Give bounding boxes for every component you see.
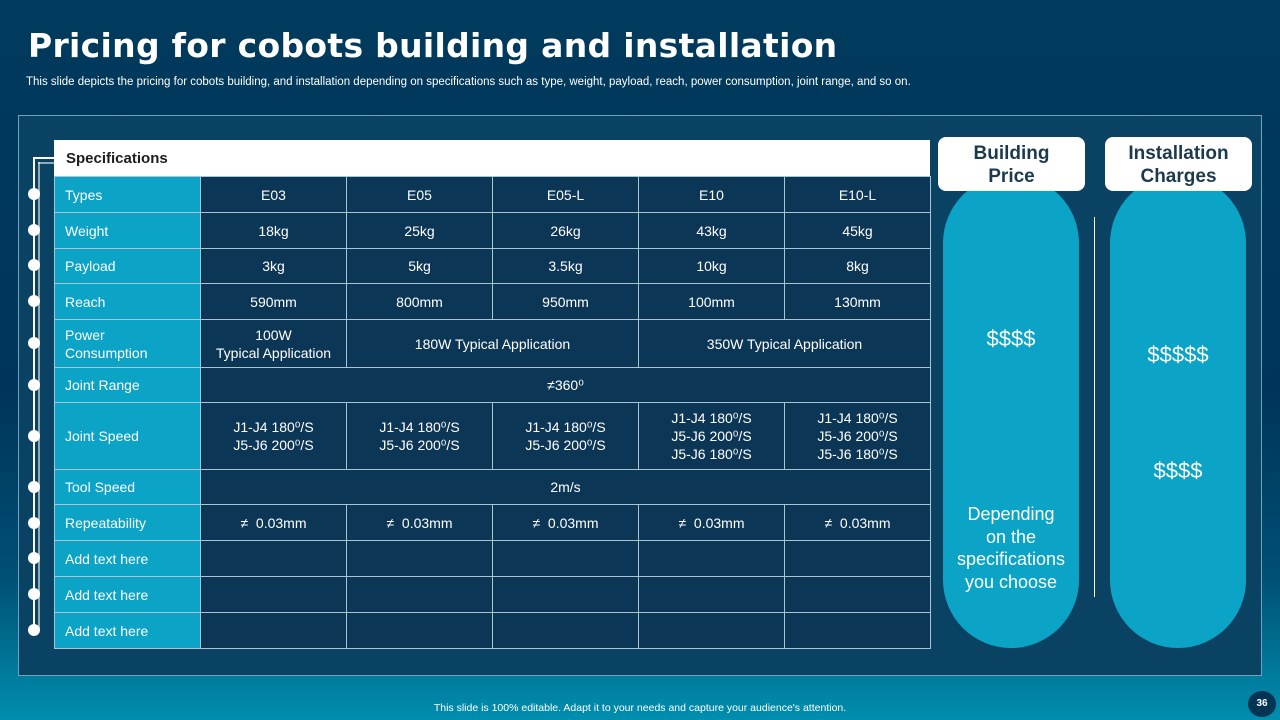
installation-charges-heading: Installation Charges: [1105, 137, 1252, 191]
table-row: [55, 249, 931, 284]
table-cell: 43kg: [639, 213, 785, 249]
table-cell: 10kg: [639, 249, 785, 284]
table-row: [55, 368, 931, 403]
table-cell: 25kg: [347, 213, 493, 249]
row-bullet: [28, 259, 40, 271]
table-cell: 800mm: [347, 284, 493, 320]
table-cell: 100mm: [639, 284, 785, 320]
specifications-table: [54, 176, 931, 649]
table-cell: [493, 541, 639, 577]
page-subtitle: This slide depicts the pricing for cobots building, and installation depending on specifications such as type, weight, payload, reach, power consumption, joint range, and so on.: [26, 76, 911, 88]
table-cell: 3kg: [201, 249, 347, 284]
table-cell: 45kg: [785, 213, 931, 249]
connector-line-inner: [38, 162, 55, 164]
row-bullet: [28, 552, 40, 564]
row-label: Add text here: [55, 613, 201, 649]
table-cell: 950mm: [493, 284, 639, 320]
table-row: [55, 505, 931, 541]
table-cell: ≠ 0.03mm: [493, 505, 639, 541]
table-cell: [493, 613, 639, 649]
table-cell: E10-L: [785, 177, 931, 213]
table-cell: 180W Typical Application: [347, 320, 639, 368]
row-bullet: [28, 379, 40, 391]
row-label: Payload: [55, 249, 201, 284]
table-cell: ≠ 0.03mm: [785, 505, 931, 541]
table-cell: J1-J4 180⁰/S J5-J6 200⁰/S J5-J6 180⁰/S: [785, 403, 931, 470]
table-cell: J1-J4 180⁰/S J5-J6 200⁰/S: [347, 403, 493, 470]
row-bullet: [28, 188, 40, 200]
table-cell: ≠ 0.03mm: [347, 505, 493, 541]
table-cell: 590mm: [201, 284, 347, 320]
row-bullet: [28, 430, 40, 442]
building-price-heading: Building Price: [938, 137, 1085, 191]
installation-price-low: $$$$: [1153, 458, 1203, 483]
row-label: Tool Speed: [55, 470, 201, 505]
building-price-value: $$$$: [986, 326, 1036, 351]
table-row: [55, 470, 931, 505]
row-label: Joint Range: [55, 368, 201, 403]
table-row: [55, 613, 931, 649]
table-cell: J1-J4 180⁰/S J5-J6 200⁰/S: [493, 403, 639, 470]
table-row: [55, 577, 931, 613]
table-cell: [493, 577, 639, 613]
row-label: Weight: [55, 213, 201, 249]
row-bullet: [28, 481, 40, 493]
table-cell: E10: [639, 177, 785, 213]
table-cell: ≠ 0.03mm: [201, 505, 347, 541]
table-cell: [785, 541, 931, 577]
table-cell: [201, 577, 347, 613]
table-cell: 100W Typical Application: [201, 320, 347, 368]
table-cell: E03: [201, 177, 347, 213]
table-row: [55, 213, 931, 249]
table-cell: [639, 577, 785, 613]
table-cell: E05-L: [493, 177, 639, 213]
table-row: [55, 177, 931, 213]
table-cell: 26kg: [493, 213, 639, 249]
table-cell: ≠360⁰: [201, 368, 931, 403]
row-bullet: [28, 224, 40, 236]
separator-line: [1094, 217, 1095, 597]
installation-price-high: $$$$$: [1147, 342, 1209, 367]
table-cell: [639, 541, 785, 577]
table-cell: [785, 577, 931, 613]
table-cell: 350W Typical Application: [639, 320, 931, 368]
row-label: Add text here: [55, 541, 201, 577]
table-row: [55, 541, 931, 577]
table-row: [55, 320, 931, 368]
table-cell: [785, 613, 931, 649]
table-cell: [347, 541, 493, 577]
table-cell: 2m/s: [201, 470, 931, 505]
connector-line: [33, 157, 55, 159]
page-number: 36: [1248, 691, 1276, 717]
table-cell: ≠ 0.03mm: [639, 505, 785, 541]
table-cell: 3.5kg: [493, 249, 639, 284]
table-cell: 18kg: [201, 213, 347, 249]
row-bullet: [28, 337, 40, 349]
table-row: [55, 403, 931, 470]
table-cell: 8kg: [785, 249, 931, 284]
row-bullet: [28, 588, 40, 600]
table-cell: [347, 613, 493, 649]
table-cell: E05: [347, 177, 493, 213]
row-label: Types: [55, 177, 201, 213]
table-cell: [201, 541, 347, 577]
row-bullet: [28, 295, 40, 307]
row-bullet: [28, 624, 40, 636]
installation-charges-pill: [1110, 175, 1246, 648]
table-cell: [201, 613, 347, 649]
table-cell: 5kg: [347, 249, 493, 284]
row-label: Joint Speed: [55, 403, 201, 470]
footer-note: This slide is 100% editable. Adapt it to your needs and capture your audience's attention.: [433, 702, 847, 714]
specifications-header: Specifications: [54, 140, 930, 176]
table-cell: [347, 577, 493, 613]
row-label: Power Consumption: [55, 320, 201, 368]
table-cell: [639, 613, 785, 649]
page-title: Pricing for cobots building and installation: [28, 26, 838, 65]
building-price-note: Depending on the specifications you choose: [956, 504, 1066, 592]
table-cell: J1-J4 180⁰/S J5-J6 200⁰/S J5-J6 180⁰/S: [639, 403, 785, 470]
table-cell: J1-J4 180⁰/S J5-J6 200⁰/S: [201, 403, 347, 470]
row-label: Add text here: [55, 577, 201, 613]
table-row: [55, 284, 931, 320]
row-label: Repeatability: [55, 505, 201, 541]
row-label: Reach: [55, 284, 201, 320]
table-cell: 130mm: [785, 284, 931, 320]
row-bullet: [28, 517, 40, 529]
